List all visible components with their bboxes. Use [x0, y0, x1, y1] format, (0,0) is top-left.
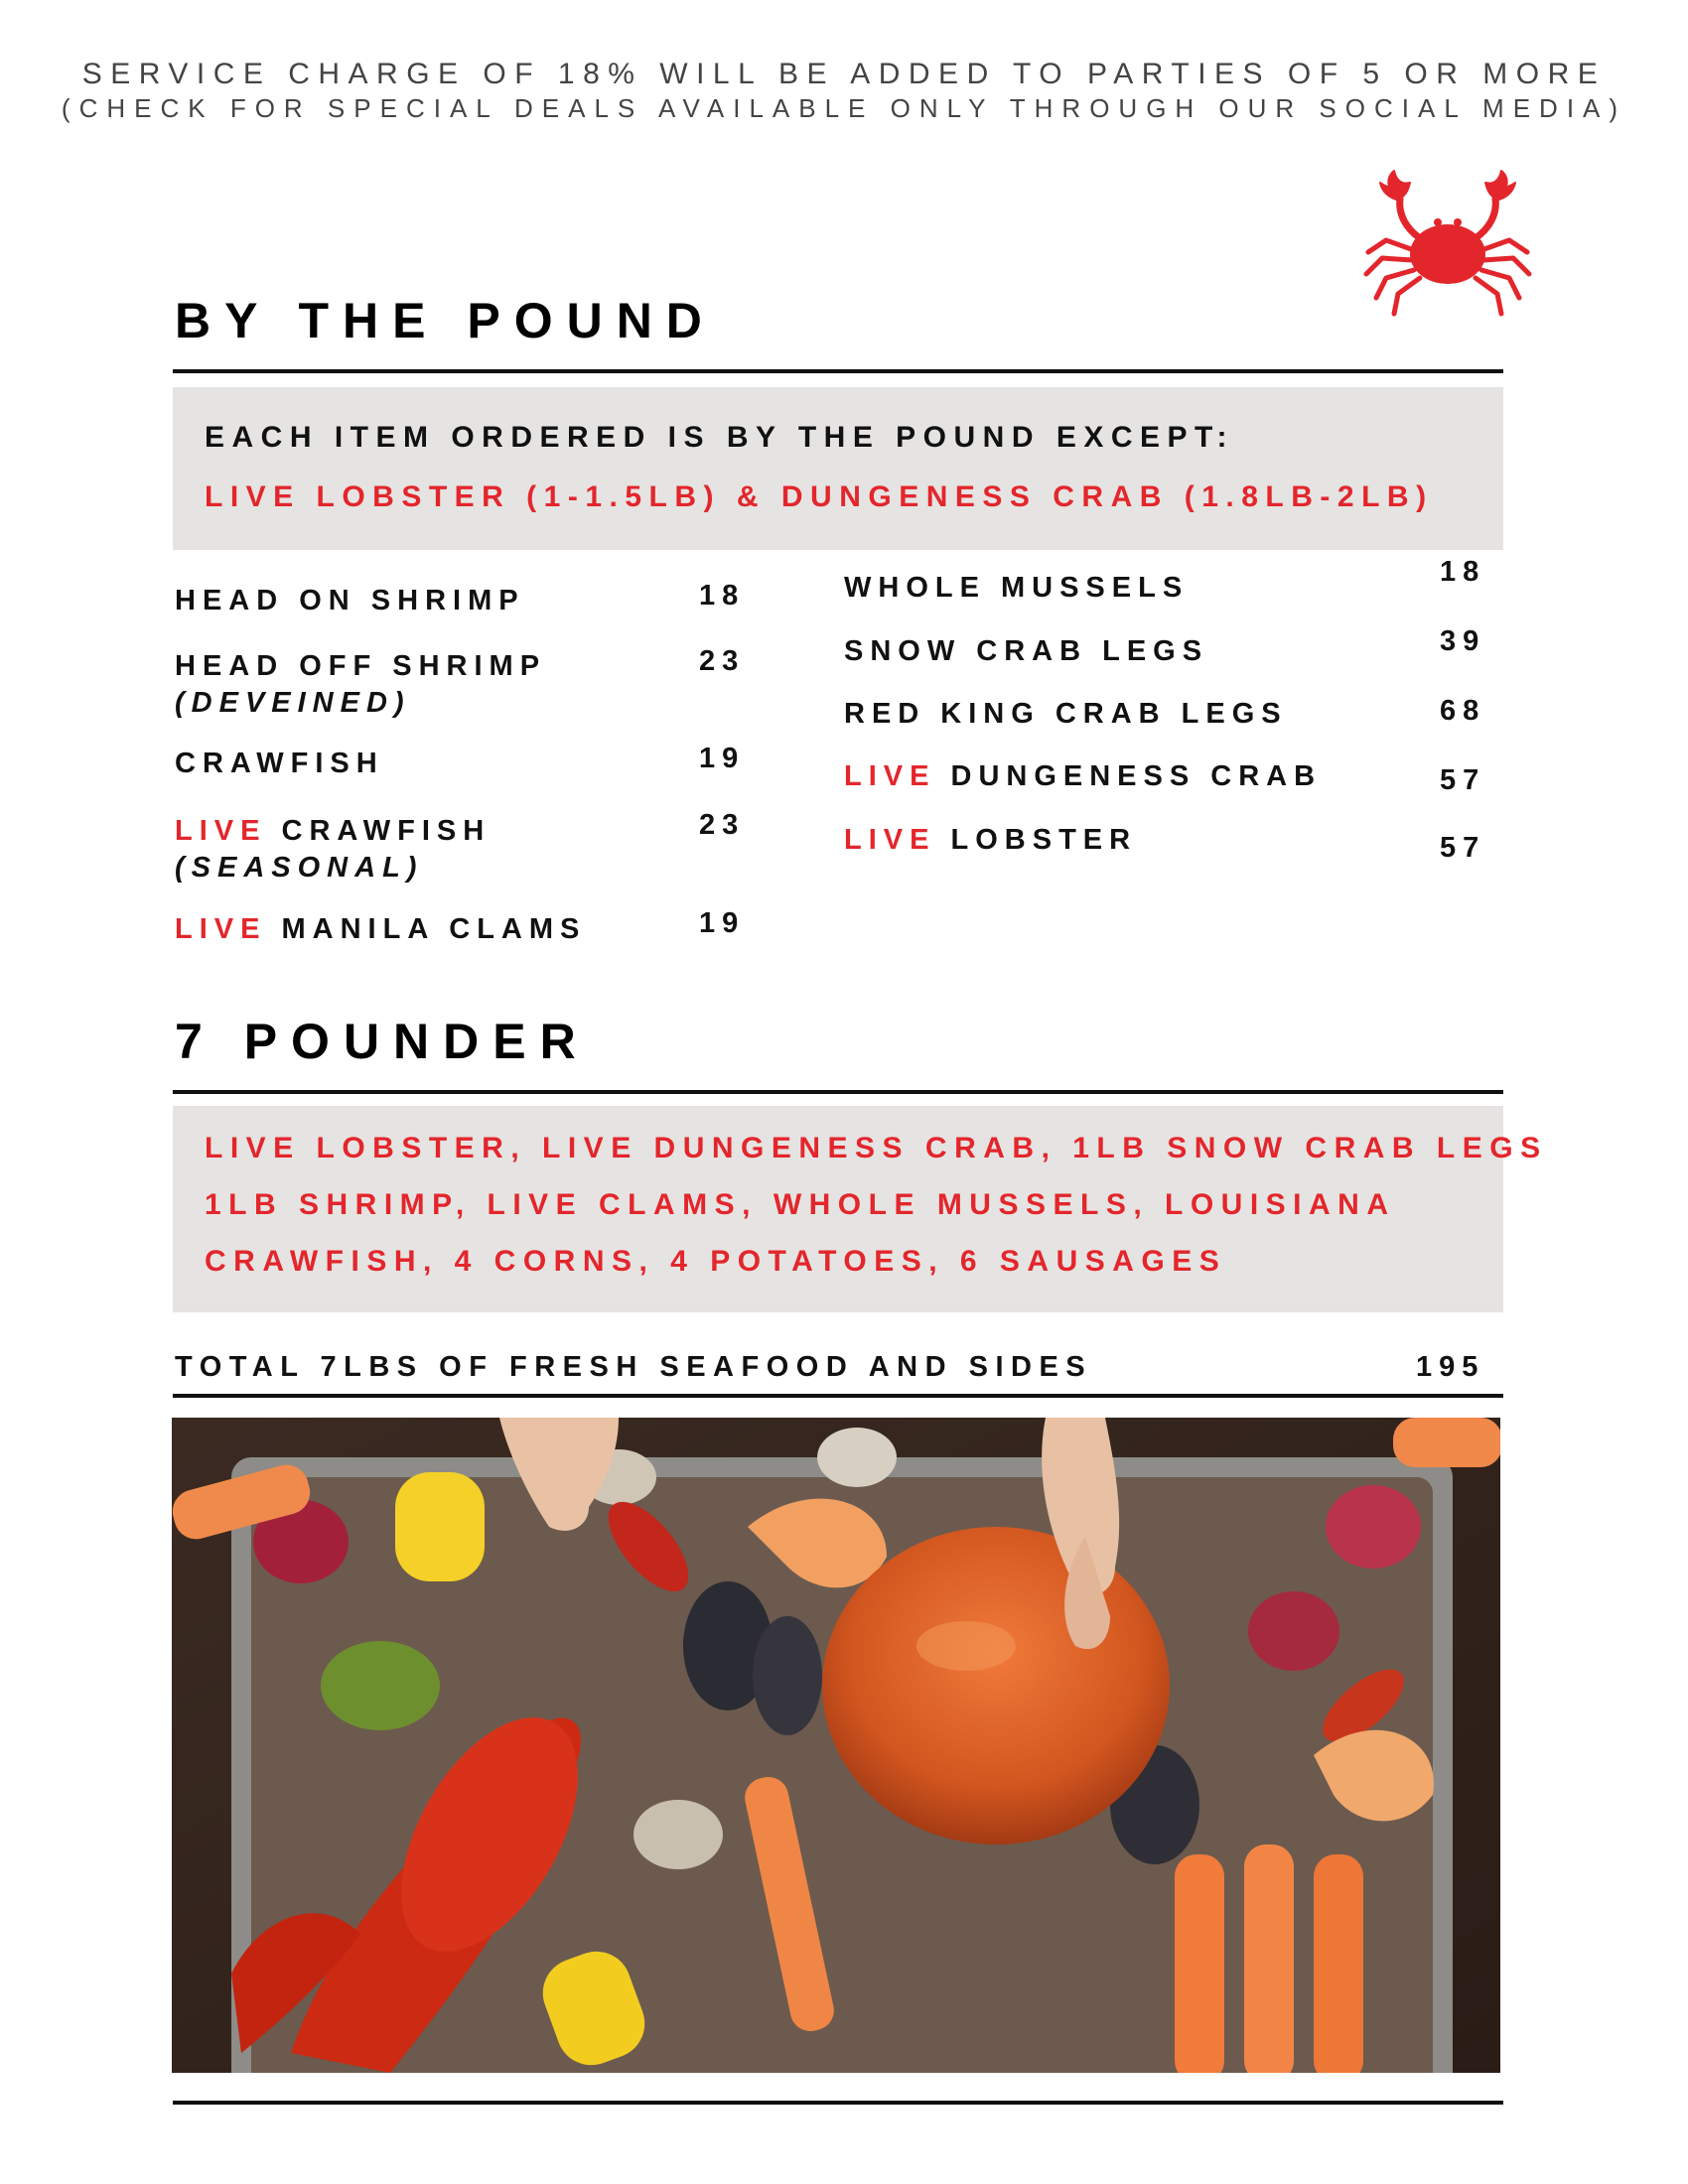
by-the-pound-exceptions: LIVE LOBSTER (1-1.5LB) & DUNGENESS CRAB (1.8LB-2LB) — [205, 480, 1434, 513]
section-divider — [173, 1090, 1503, 1094]
item-price: 57 — [1440, 764, 1486, 796]
item-name: DUNGENESS CRAB — [950, 760, 1323, 792]
item-price: 23 — [699, 645, 746, 677]
by-the-pound-note-box — [173, 387, 1503, 550]
section-divider — [173, 1394, 1503, 1398]
item-name: MANILA CLAMS — [281, 913, 587, 945]
item-note: (SEASONAL) — [175, 852, 424, 884]
menu-item-head-off-shrimp — [175, 650, 546, 720]
item-price: 39 — [1440, 625, 1486, 657]
menu-item-live-lobster — [844, 824, 1137, 857]
seven-pounder-contents-line: LIVE LOBSTER, LIVE DUNGENESS CRAB, 1LB SNOW CRAB LEGS — [205, 1132, 1548, 1164]
menu-item-live-crawfish — [175, 815, 491, 885]
item-price: 57 — [1440, 832, 1486, 864]
item-name: LOBSTER — [950, 824, 1138, 856]
section-divider — [173, 2101, 1503, 2105]
live-label: LIVE — [844, 824, 951, 856]
item-name: WHOLE MUSSELS — [844, 572, 1190, 604]
item-name: HEAD ON SHRIMP — [175, 585, 525, 616]
item-name: SNOW CRAB LEGS — [844, 635, 1209, 667]
seven-pounder-contents-line: CRAWFISH, 4 CORNS, 4 POTATOES, 6 SAUSAGES — [205, 1245, 1227, 1278]
by-the-pound-note: EACH ITEM ORDERED IS BY THE POUND EXCEPT: — [205, 421, 1235, 454]
menu-item-whole-mussels — [844, 572, 1189, 605]
item-price: 19 — [699, 907, 746, 939]
seven-pounder-contents-line: 1LB SHRIMP, LIVE CLAMS, WHOLE MUSSELS, LOUISIANA — [205, 1188, 1396, 1221]
item-price: 18 — [1440, 556, 1486, 588]
item-name: CRAWFISH — [281, 815, 492, 847]
seafood-boil-photo — [172, 1418, 1500, 2073]
item-name: RED KING CRAB LEGS — [844, 698, 1288, 730]
service-charge-notice: SERVICE CHARGE OF 18% WILL BE ADDED TO PARTIES OF 5 OR MORE — [81, 58, 1607, 90]
item-name: CRAWFISH — [175, 748, 384, 779]
social-media-notice: (CHECK FOR SPECIAL DEALS AVAILABLE ONLY THROUGH OUR SOCIAL MEDIA) — [61, 93, 1627, 123]
seven-pounder-total-price: 195 — [1416, 1351, 1485, 1383]
menu-item-head-on-shrimp — [175, 585, 525, 617]
menu-item-snow-crab-legs — [844, 635, 1208, 668]
by-the-pound-title: BY THE POUND — [175, 293, 716, 348]
seven-pounder-total-label: TOTAL 7LBS OF FRESH SEAFOOD AND SIDES — [175, 1351, 1093, 1383]
item-price: 68 — [1440, 695, 1486, 727]
item-note: (DEVEINED) — [175, 687, 411, 719]
menu-item-live-manila-clams — [175, 913, 586, 946]
live-label: LIVE — [175, 913, 282, 945]
live-label: LIVE — [175, 815, 282, 847]
menu-item-live-dungeness-crab — [844, 760, 1322, 793]
section-divider — [173, 369, 1503, 373]
crab-icon — [1358, 167, 1537, 318]
seven-pounder-title: 7 POUNDER — [175, 1014, 590, 1069]
menu-item-red-king-crab-legs — [844, 698, 1288, 731]
item-price: 19 — [699, 743, 746, 774]
menu-item-crawfish — [175, 748, 384, 780]
item-price: 18 — [699, 580, 746, 612]
item-name: HEAD OFF SHRIMP — [175, 650, 547, 682]
item-price: 23 — [699, 809, 746, 841]
live-label: LIVE — [844, 760, 951, 792]
